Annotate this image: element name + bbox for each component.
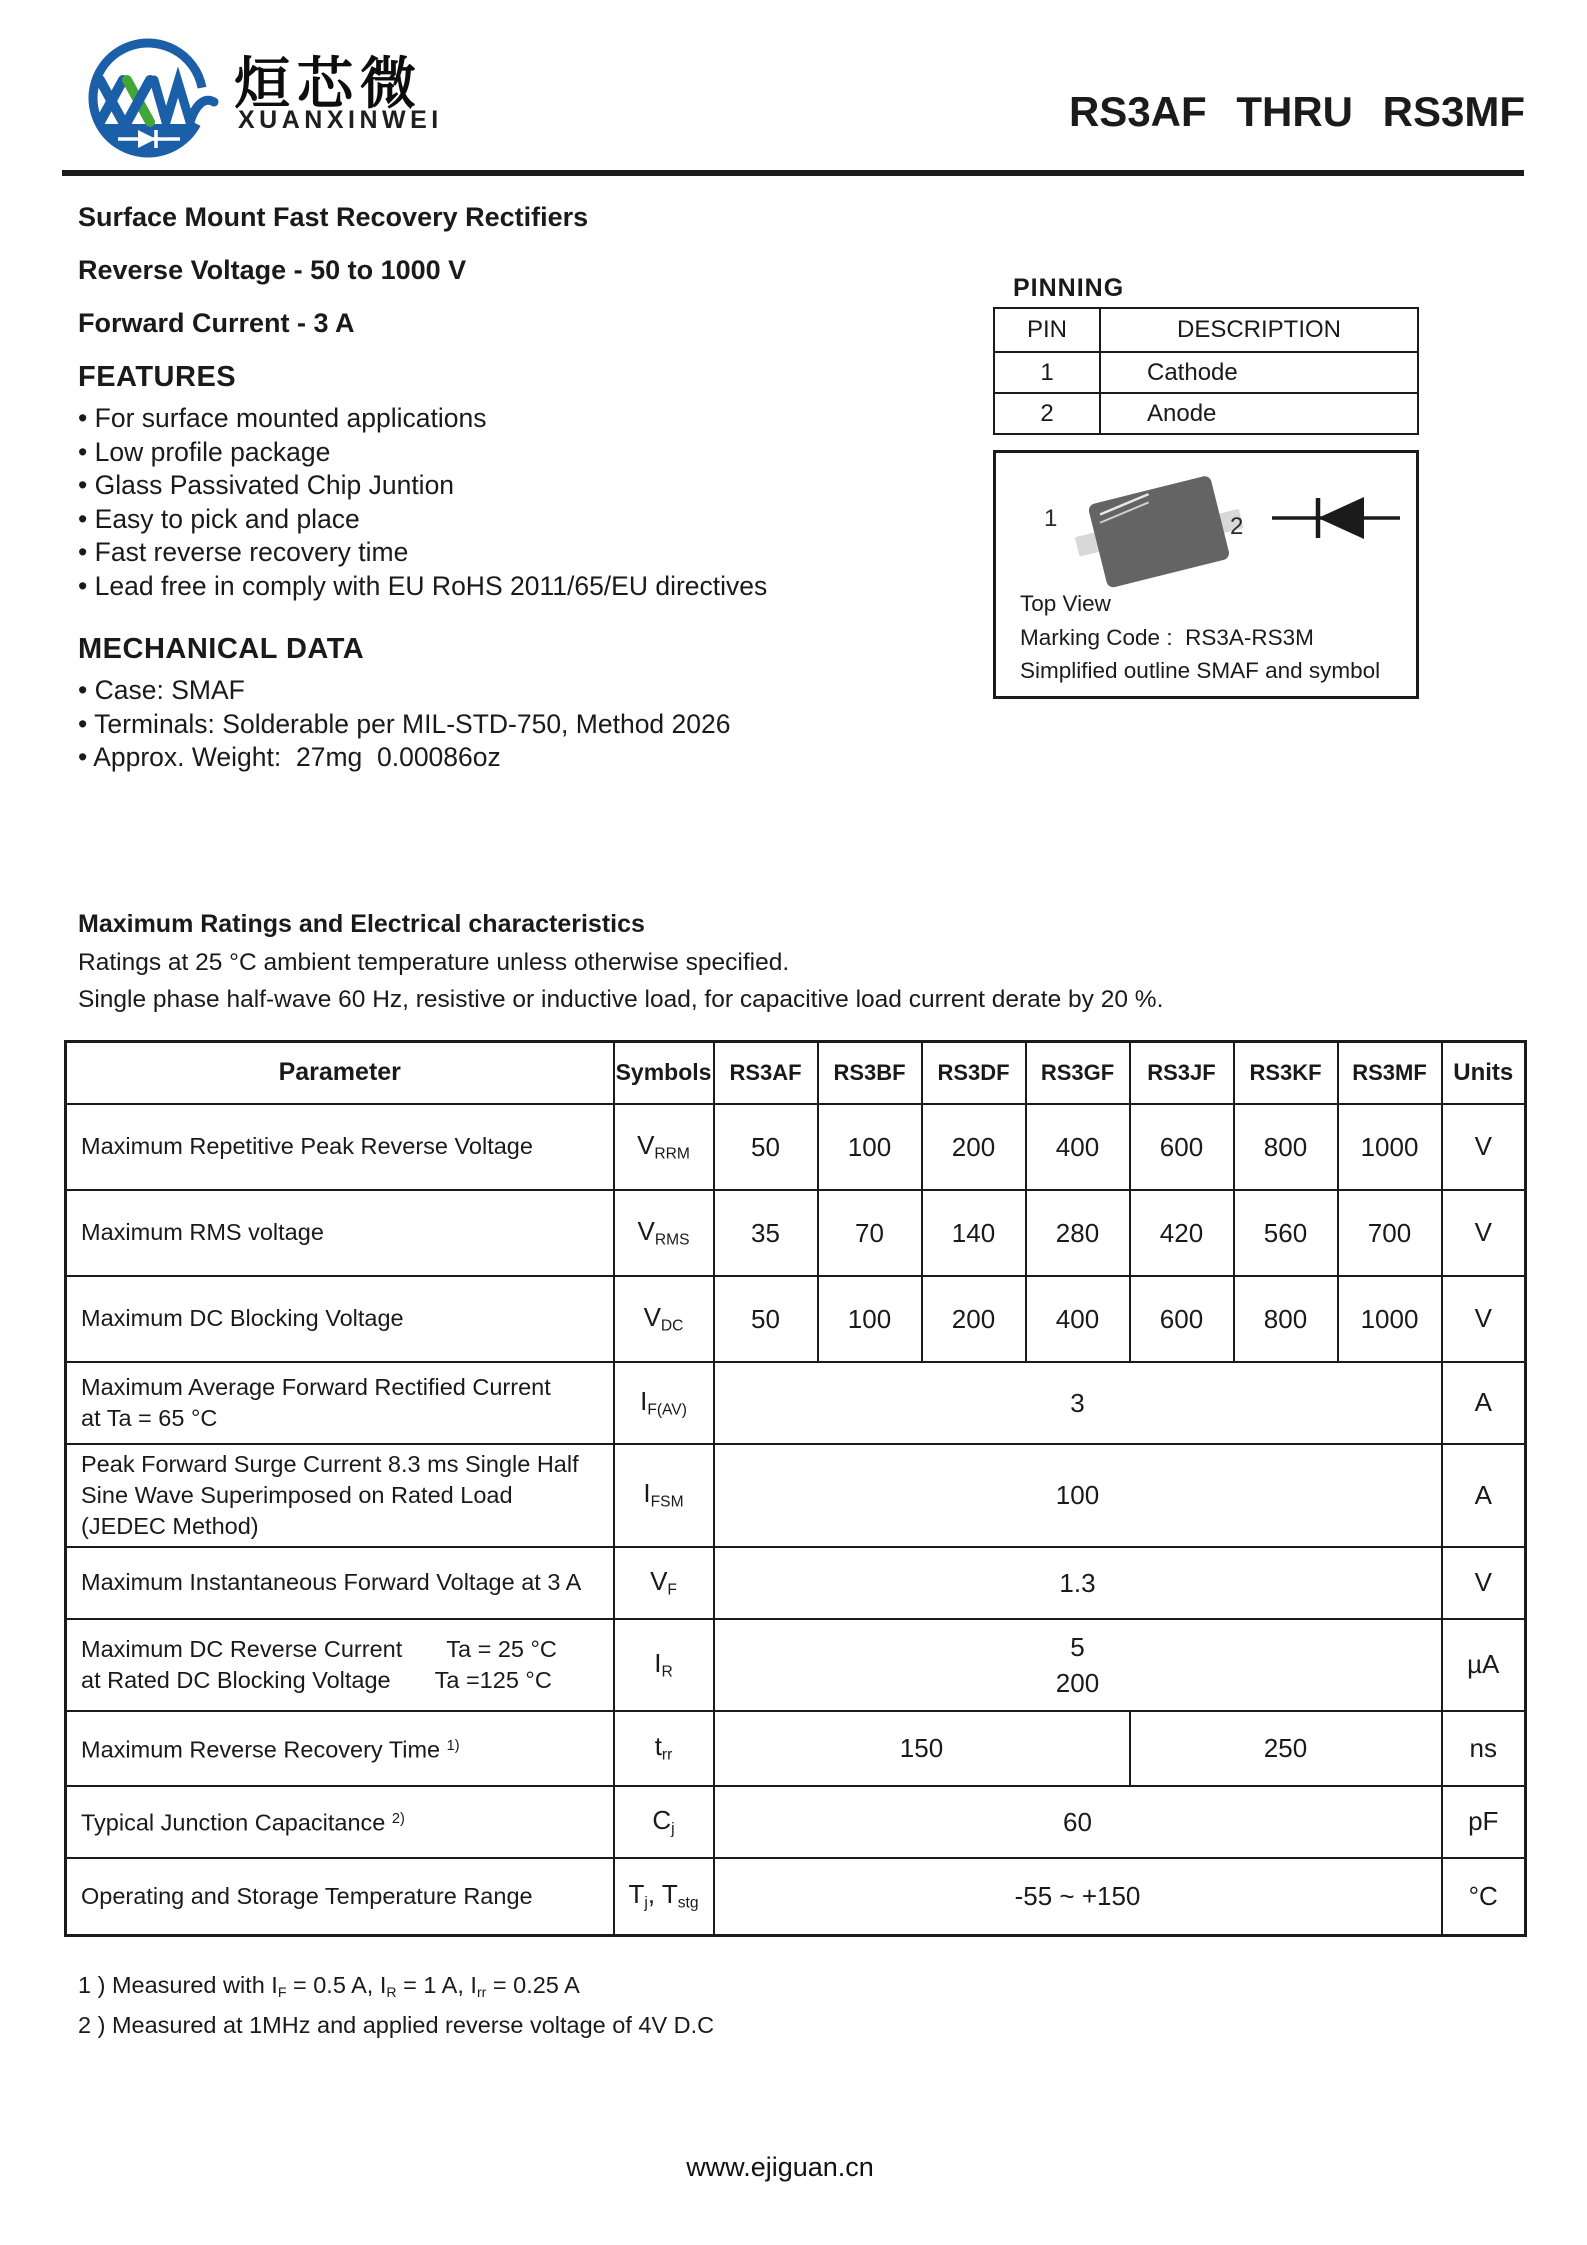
- text-segment: C: [652, 1804, 672, 1835]
- value-line: 5: [1070, 1631, 1085, 1662]
- value-cell: 70: [818, 1190, 922, 1276]
- text-segment: Operating and Storage Temperature Range: [81, 1882, 533, 1909]
- superscript: 1): [446, 1737, 460, 1754]
- subscript: RRM: [654, 1145, 690, 1163]
- subscript: j: [644, 1895, 648, 1913]
- parameter-cell: [66, 1444, 614, 1547]
- value-cell-merged: [714, 1858, 1442, 1936]
- column-header-rs3bf: RS3BF: [818, 1042, 922, 1104]
- value-cell-merged: [714, 1619, 1442, 1711]
- text-segment: = 1 A, I: [396, 1972, 477, 1998]
- subscript: F: [277, 1984, 287, 2001]
- spec-row: [66, 1858, 1526, 1936]
- value-cell: 100: [818, 1276, 922, 1362]
- pinning-row: [994, 393, 1418, 434]
- text-segment: Maximum Repetitive Peak Reverse Voltage: [81, 1133, 533, 1159]
- value-cell: 700: [1338, 1190, 1442, 1276]
- spec-row: [66, 1619, 1526, 1711]
- subscript: rr: [476, 1984, 487, 2001]
- value-cell: 560: [1234, 1190, 1338, 1276]
- spec-row: [66, 1786, 1526, 1858]
- subscript: RMS: [654, 1231, 690, 1249]
- value-cell: 35: [714, 1190, 818, 1276]
- value-cell-span: 150: [714, 1711, 1130, 1786]
- spec-row: [66, 1104, 1526, 1190]
- diode-symbol-icon: [1272, 495, 1400, 541]
- subscript: R: [386, 1984, 397, 2001]
- ratings-note-derate: Single phase half-wave 60 Hz, resistive or inductive load, for capacitive load current derate by 20 %.: [78, 986, 1164, 1013]
- pinning-table: [993, 307, 1419, 435]
- value-cell: 100: [818, 1104, 922, 1190]
- subscript: rr: [661, 1746, 673, 1764]
- text-segment: V: [650, 1565, 668, 1596]
- parameter-line: [81, 1804, 605, 1838]
- parameter-line: [81, 1372, 605, 1403]
- text-segment: Typical Junction Capacitance: [81, 1809, 392, 1836]
- value-cell: 1000: [1338, 1276, 1442, 1362]
- brand-logo: [68, 34, 240, 166]
- spec-row: [66, 1444, 1526, 1547]
- value-cell: 50: [714, 1276, 818, 1362]
- parameter-line: [81, 1511, 605, 1542]
- smaf-package-drawing: [1058, 467, 1258, 597]
- document-title: RS3AF THRU RS3MF: [1068, 88, 1525, 135]
- parameter-cell: [66, 1547, 614, 1619]
- text-segment: 1 ) Measured with I: [78, 1972, 278, 1998]
- subtitle-reverse-voltage: Reverse Voltage - 50 to 1000 V: [78, 255, 467, 285]
- value-cell-merged: [714, 1444, 1442, 1547]
- spec-row: [66, 1276, 1526, 1362]
- feature-item: • Lead free in comply with EU RoHS 2011/65/EU directives: [78, 570, 768, 604]
- value-cell-merged: [714, 1547, 1442, 1619]
- package-pin1-label: 1: [1044, 505, 1058, 532]
- parameter-line: [81, 1634, 605, 1665]
- column-header-rs3mf: RS3MF: [1338, 1042, 1442, 1104]
- brand-name-chinese: 烜芯微: [234, 52, 423, 115]
- value-line: 60: [1063, 1806, 1092, 1837]
- parameter-cell: [66, 1619, 614, 1711]
- text-segment: Ta =125 °C: [434, 1666, 552, 1693]
- feature-item: • Easy to pick and place: [78, 503, 768, 537]
- spec-row: [66, 1190, 1526, 1276]
- pin-number-cell: 1: [994, 352, 1100, 393]
- unit-cell: V: [1442, 1276, 1526, 1362]
- mechanical-list: [78, 674, 768, 775]
- text-segment: T: [628, 1879, 645, 1910]
- spec-row: [66, 1362, 1526, 1444]
- footnote-1: [78, 1972, 580, 2000]
- text-segment: = 0.25 A: [486, 1972, 580, 1998]
- features-list: [78, 402, 768, 603]
- text-segment: = 0.5 A, I: [286, 1972, 387, 1998]
- parameter-line: [81, 1480, 605, 1511]
- value-cell: 400: [1026, 1276, 1130, 1362]
- value-cell: 600: [1130, 1104, 1234, 1190]
- text-segment: at Rated DC Blocking Voltage: [81, 1666, 391, 1693]
- parameter-cell: [66, 1858, 614, 1936]
- footer-website: www.ejiguan.cn: [686, 2152, 874, 2182]
- text-segment: t: [654, 1731, 662, 1762]
- subscript: F: [667, 1581, 677, 1599]
- feature-item: • For surface mounted applications: [78, 402, 768, 436]
- symbol-cell: [614, 1190, 714, 1276]
- unit-cell: pF: [1442, 1786, 1526, 1858]
- package-outline-caption: Simplified outline SMAF and symbol: [1020, 658, 1381, 683]
- mechanical-item: • Case: SMAF: [78, 674, 768, 708]
- value-cell-merged: [714, 1362, 1442, 1444]
- text-segment: Maximum DC Blocking Voltage: [81, 1305, 404, 1331]
- value-cell: 200: [922, 1276, 1026, 1362]
- value-cell: 420: [1130, 1190, 1234, 1276]
- subscript: DC: [660, 1317, 684, 1335]
- value-line: -55 ~ +150: [1014, 1881, 1141, 1912]
- unit-cell: V: [1442, 1547, 1526, 1619]
- mechanical-heading: MECHANICAL DATA: [78, 633, 365, 665]
- brand-name-latin: XUANXINWEI: [238, 106, 443, 134]
- feature-item: • Glass Passivated Chip Juntion: [78, 469, 768, 503]
- value-cell: 400: [1026, 1104, 1130, 1190]
- features-heading: FEATURES: [78, 361, 237, 393]
- symbol-cell: [614, 1362, 714, 1444]
- column-header-rs3df: RS3DF: [922, 1042, 1026, 1104]
- subscript: stg: [677, 1895, 699, 1913]
- mechanical-item: • Approx. Weight: 27mg 0.00086oz: [78, 741, 768, 775]
- subtitle-product-type: Surface Mount Fast Recovery Rectifiers: [78, 202, 589, 232]
- text-segment: Ta = 25 °C: [446, 1635, 557, 1662]
- unit-cell: µA: [1442, 1619, 1526, 1711]
- parameter-line: [81, 1731, 605, 1765]
- spec-row: [66, 1547, 1526, 1619]
- parameter-line: [81, 1131, 605, 1162]
- pinning-row: [994, 352, 1418, 393]
- subscript: FSM: [650, 1493, 684, 1511]
- pinning-heading: PINNING: [1013, 274, 1125, 302]
- text-segment: V: [643, 1301, 661, 1332]
- value-cell: 140: [922, 1190, 1026, 1276]
- parameter-cell: [66, 1786, 614, 1858]
- value-line: 3: [1070, 1387, 1085, 1418]
- package-marking-code: Marking Code : RS3A-RS3M: [1020, 625, 1314, 650]
- parameter-line: [81, 1449, 605, 1480]
- column-header-symbols: Symbols: [614, 1042, 714, 1104]
- text-segment: Maximum DC Reverse Current: [81, 1635, 403, 1662]
- value-cell-merged: [714, 1786, 1442, 1858]
- unit-cell: A: [1442, 1362, 1526, 1444]
- package-outline-box: [993, 450, 1419, 699]
- subscript: j: [671, 1820, 675, 1838]
- unit-cell: V: [1442, 1104, 1526, 1190]
- column-header-units: Units: [1442, 1042, 1526, 1104]
- text-segment: , T: [647, 1879, 678, 1910]
- pin-number-cell: 2: [994, 393, 1100, 434]
- symbol-cell: [614, 1619, 714, 1711]
- parameter-line: [81, 1303, 605, 1334]
- text-segment: I: [640, 1385, 648, 1416]
- pinning-header-row: [994, 308, 1418, 352]
- parameter-cell: [66, 1276, 614, 1362]
- value-cell: 280: [1026, 1190, 1130, 1276]
- column-header-rs3jf: RS3JF: [1130, 1042, 1234, 1104]
- parameter-line: [81, 1567, 605, 1598]
- text-segment: Maximum Average Forward Rectified Current: [81, 1373, 551, 1400]
- pin-description-cell: Cathode: [1100, 352, 1418, 393]
- symbol-cell: [614, 1547, 714, 1619]
- text-segment: at Ta = 65 °C: [81, 1404, 218, 1431]
- value-line: 200: [1055, 1667, 1100, 1698]
- parameter-line: [81, 1665, 605, 1696]
- column-header-rs3af: RS3AF: [714, 1042, 818, 1104]
- subtitle-forward-current: Forward Current - 3 A: [78, 308, 355, 338]
- value-cell: 200: [922, 1104, 1026, 1190]
- package-pin2-label: 2: [1230, 513, 1244, 540]
- superscript: 2): [391, 1811, 405, 1828]
- value-cell: 600: [1130, 1276, 1234, 1362]
- text-segment: Sine Wave Superimposed on Rated Load: [81, 1481, 513, 1508]
- logo-xxw-monogram: [100, 80, 214, 122]
- value-cell: 50: [714, 1104, 818, 1190]
- column-header-parameter: Parameter: [66, 1042, 614, 1104]
- header-rule: [62, 170, 1524, 176]
- ratings-note-ambient: Ratings at 25 °C ambient temperature unless otherwise specified.: [78, 949, 790, 976]
- parameter-cell: [66, 1190, 614, 1276]
- value-cell: 1000: [1338, 1104, 1442, 1190]
- parameter-cell: [66, 1711, 614, 1786]
- subscript: F(AV): [647, 1401, 687, 1419]
- spec-table: [64, 1040, 1527, 1937]
- text-segment: I: [643, 1478, 651, 1509]
- value-line: 100: [1055, 1480, 1100, 1510]
- ratings-heading: Maximum Ratings and Electrical characteristics: [78, 910, 645, 938]
- symbol-cell: [614, 1444, 714, 1547]
- footnote-2: [78, 2012, 714, 2039]
- pinning-col-pin: PIN: [994, 308, 1100, 352]
- spec-row: [66, 1711, 1526, 1786]
- column-header-rs3gf: RS3GF: [1026, 1042, 1130, 1104]
- text-segment: V: [637, 1215, 655, 1246]
- package-top-view-label: Top View: [1020, 591, 1111, 616]
- text-segment: Peak Forward Surge Current 8.3 ms Single Half: [81, 1450, 579, 1477]
- column-header-rs3kf: RS3KF: [1234, 1042, 1338, 1104]
- value-cell-span: 250: [1130, 1711, 1442, 1786]
- unit-cell: °C: [1442, 1858, 1526, 1936]
- spec-header-row: [66, 1042, 1526, 1104]
- unit-cell: A: [1442, 1444, 1526, 1547]
- left-column: [78, 202, 768, 775]
- mechanical-item: • Terminals: Solderable per MIL-STD-750, Method 2026: [78, 708, 768, 742]
- unit-cell: ns: [1442, 1711, 1526, 1786]
- symbol-cell: [614, 1104, 714, 1190]
- value-line: 1.3: [1059, 1567, 1096, 1598]
- pin-description-cell: Anode: [1100, 393, 1418, 434]
- text-segment: V: [637, 1129, 655, 1160]
- parameter-line: [81, 1881, 605, 1912]
- text-segment: Maximum Reverse Recovery Time: [81, 1736, 447, 1763]
- symbol-cell: [614, 1786, 714, 1858]
- text-segment: 2 ) Measured at 1MHz and applied reverse voltage of 4V D.C: [78, 2012, 715, 2038]
- feature-item: • Fast reverse recovery time: [78, 536, 768, 570]
- parameter-line: [81, 1403, 605, 1434]
- symbol-cell: [614, 1276, 714, 1362]
- unit-cell: V: [1442, 1190, 1526, 1276]
- symbol-cell: [614, 1711, 714, 1786]
- subscript: R: [661, 1663, 673, 1681]
- pinning-col-description: DESCRIPTION: [1100, 308, 1418, 352]
- text-segment: I: [654, 1647, 662, 1678]
- parameter-cell: [66, 1362, 614, 1444]
- text-segment: Maximum RMS voltage: [81, 1219, 324, 1245]
- text-segment: (JEDEC Method): [81, 1512, 259, 1539]
- feature-item: • Low profile package: [78, 436, 768, 470]
- text-segment: Maximum Instantaneous Forward Voltage at 3 A: [81, 1569, 582, 1595]
- value-cell: 800: [1234, 1104, 1338, 1190]
- parameter-line: [81, 1217, 605, 1248]
- parameter-cell: [66, 1104, 614, 1190]
- value-cell: 800: [1234, 1276, 1338, 1362]
- symbol-cell: [614, 1858, 714, 1936]
